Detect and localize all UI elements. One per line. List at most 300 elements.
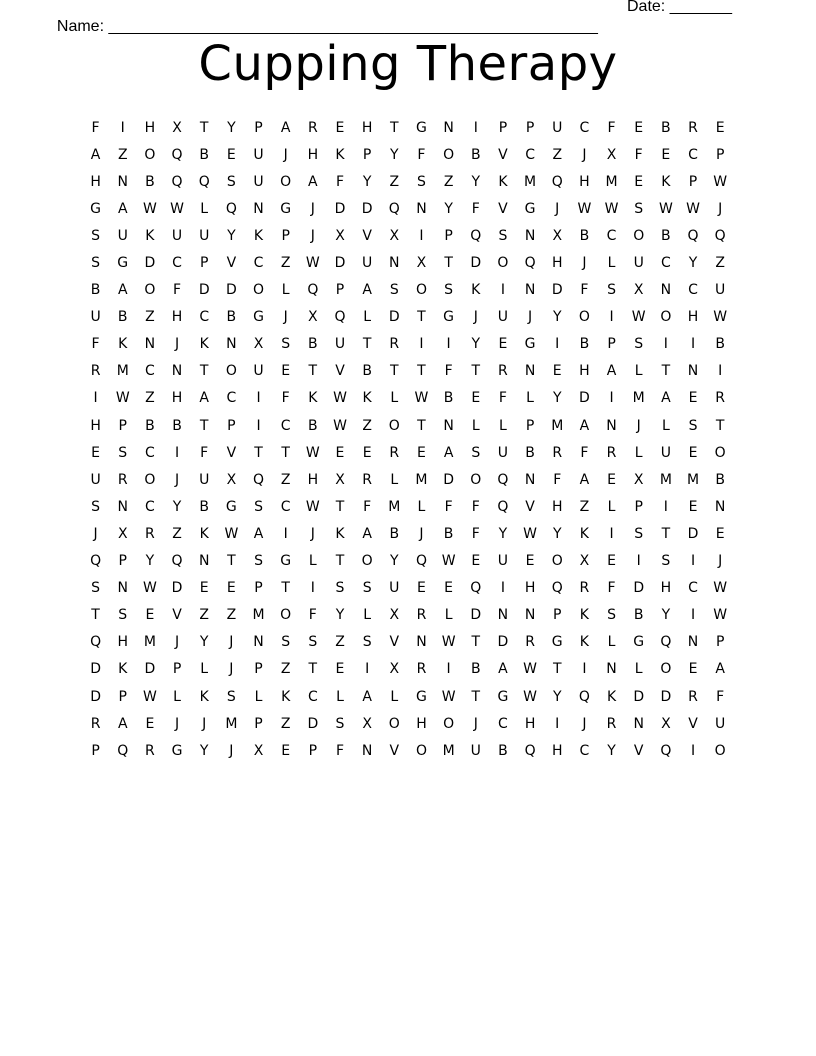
- grid-letter: G: [416, 119, 427, 136]
- grid-letter: V: [335, 363, 345, 380]
- grid-letter: E: [498, 336, 508, 353]
- grid-letter: U: [389, 580, 400, 597]
- grid-letter: U: [199, 471, 210, 488]
- grid-letter: A: [661, 390, 671, 407]
- grid-row: [82, 493, 734, 520]
- grid-letter: E: [281, 363, 291, 380]
- grid-letter: O: [497, 255, 509, 272]
- grid-letter: D: [307, 715, 319, 732]
- grid-letter: P: [715, 634, 725, 651]
- grid-letter: Q: [90, 553, 102, 570]
- grid-row: [82, 358, 734, 385]
- grid-letter: P: [172, 661, 182, 678]
- grid-letter: P: [118, 688, 127, 705]
- grid-letter: W: [523, 525, 537, 542]
- grid-letter: Y: [199, 634, 209, 651]
- grid-letter: G: [117, 255, 129, 272]
- grid-letter: N: [687, 363, 699, 380]
- grid-letter: W: [224, 525, 239, 542]
- grid-letter: U: [253, 363, 264, 380]
- grid-letter: L: [526, 390, 534, 407]
- grid-letter: V: [498, 200, 508, 217]
- grid-letter: E: [199, 580, 209, 597]
- grid-letter: Y: [498, 525, 508, 542]
- grid-letter: N: [524, 363, 536, 380]
- grid-letter: Z: [579, 498, 590, 515]
- grid-letter: S: [362, 580, 372, 597]
- grid-letter: N: [606, 417, 617, 434]
- grid-letter: P: [227, 417, 236, 434]
- grid-letter: L: [281, 282, 290, 299]
- grid-letter: J: [310, 227, 315, 244]
- grid-letter: E: [226, 146, 236, 163]
- grid-letter: Q: [524, 255, 536, 272]
- grid-letter: Q: [90, 634, 102, 651]
- grid-letter: B: [145, 173, 155, 190]
- grid-letter: L: [390, 688, 399, 705]
- grid-letter: Y: [471, 336, 481, 353]
- grid-letter: A: [606, 363, 617, 380]
- grid-letter: K: [498, 173, 508, 190]
- grid-letter: H: [416, 715, 427, 732]
- grid-letter: O: [633, 227, 645, 244]
- grid-letter: R: [389, 444, 400, 461]
- grid-letter: O: [551, 553, 563, 570]
- grid-letter: O: [660, 309, 672, 326]
- grid-letter: D: [334, 255, 346, 272]
- grid-letter: Y: [227, 227, 236, 244]
- grid-letter: T: [552, 661, 562, 678]
- grid-letter: M: [143, 634, 156, 651]
- grid-letter: R: [715, 390, 726, 407]
- grid-letter: Y: [471, 173, 481, 190]
- grid-letter: S: [471, 444, 481, 461]
- grid-letter: S: [118, 444, 128, 461]
- grid-letter: T: [661, 525, 671, 542]
- grid-letter: C: [579, 742, 590, 759]
- grid-letter: Z: [145, 390, 155, 407]
- grid-letter: Y: [552, 309, 562, 326]
- grid-letter: Y: [390, 146, 399, 163]
- grid-letter: T: [471, 363, 481, 380]
- grid-letter: R: [606, 715, 617, 732]
- grid-letter: G: [633, 634, 645, 651]
- grid-letter: V: [389, 634, 400, 651]
- grid-letter: X: [362, 715, 372, 732]
- grid-letter: D: [144, 661, 156, 678]
- grid-letter: O: [443, 146, 455, 163]
- grid-letter: P: [281, 227, 290, 244]
- grid-letter: F: [444, 498, 453, 515]
- grid-letter: W: [142, 580, 157, 597]
- grid-letter: A: [90, 146, 101, 163]
- grid-letter: P: [362, 146, 372, 163]
- grid-letter: Q: [660, 742, 672, 759]
- grid-letter: U: [334, 336, 346, 353]
- grid-letter: W: [142, 688, 157, 705]
- grid-letter: L: [607, 634, 616, 651]
- grid-letter: A: [715, 661, 725, 678]
- grid-letter: V: [525, 498, 535, 515]
- page-title: Cupping Therapy: [198, 36, 618, 92]
- grid-letter: C: [172, 255, 182, 272]
- grid-letter: I: [663, 336, 668, 353]
- grid-letter: N: [253, 200, 264, 217]
- grid-letter: L: [363, 309, 372, 326]
- grid-letter: R: [416, 661, 427, 678]
- grid-letter: L: [499, 417, 507, 434]
- grid-letter: U: [199, 227, 210, 244]
- grid-letter: S: [308, 634, 318, 651]
- grid-letter: Y: [552, 390, 562, 407]
- grid-letter: W: [115, 390, 130, 407]
- grid-letter: P: [118, 417, 127, 434]
- grid-letter: U: [715, 715, 726, 732]
- grid-letter: E: [634, 173, 644, 190]
- grid-letter: I: [120, 119, 125, 136]
- grid-letter: J: [174, 634, 180, 651]
- grid-letter: E: [552, 363, 562, 380]
- grid-letter: M: [686, 471, 700, 488]
- name-field-label: Name: _______________________________________________________: [56, 18, 598, 35]
- grid-letter: P: [688, 173, 698, 190]
- grid-letter: N: [389, 255, 400, 272]
- grid-letter: O: [144, 146, 156, 163]
- grid-letter: I: [419, 227, 424, 244]
- grid-letter: H: [551, 742, 563, 759]
- grid-letter: V: [362, 227, 372, 244]
- grid-letter: F: [716, 688, 725, 705]
- grid-letter: U: [552, 119, 563, 136]
- grid-letter: Q: [551, 580, 563, 597]
- grid-letter: E: [444, 580, 454, 597]
- grid-letter: D: [171, 580, 183, 597]
- grid-letter: L: [200, 661, 209, 678]
- grid-letter: J: [174, 336, 180, 353]
- grid-letter: F: [553, 471, 562, 488]
- grid-letter: R: [688, 119, 698, 136]
- grid-letter: E: [335, 444, 345, 461]
- grid-letter: W: [523, 661, 537, 678]
- grid-letter: P: [444, 227, 453, 244]
- grid-letter: E: [715, 525, 725, 542]
- grid-letter: Z: [199, 607, 209, 624]
- grid-letter: D: [633, 580, 645, 597]
- grid-letter: B: [579, 227, 590, 244]
- grid-letter: D: [551, 282, 563, 299]
- grid-letter: E: [335, 119, 345, 136]
- grid-letter: U: [253, 173, 264, 190]
- grid-letter: Q: [198, 173, 210, 190]
- grid-letter: N: [660, 282, 672, 299]
- grid-row: [82, 141, 734, 168]
- grid-letter: B: [362, 363, 372, 380]
- grid-letter: I: [609, 525, 614, 542]
- grid-letter: D: [497, 634, 509, 651]
- grid-letter: U: [497, 444, 509, 461]
- grid-letter: O: [388, 417, 400, 434]
- grid-letter: B: [498, 742, 508, 759]
- grid-letter: N: [524, 607, 536, 624]
- grid-letter: D: [90, 661, 101, 678]
- grid-letter: J: [174, 471, 180, 488]
- grid-letter: C: [145, 363, 155, 380]
- grid-letter: N: [416, 200, 427, 217]
- grid-letter: D: [225, 282, 237, 299]
- grid-letter: G: [443, 309, 455, 326]
- grid-letter: D: [470, 607, 482, 624]
- grid-letter: C: [688, 146, 698, 163]
- grid-letter: A: [362, 282, 372, 299]
- grid-letter: T: [390, 363, 399, 380]
- grid-letter: Q: [687, 227, 699, 244]
- grid-letter: B: [715, 336, 725, 353]
- grid-letter: R: [145, 525, 155, 542]
- grid-letter: B: [308, 417, 318, 434]
- grid-letter: Z: [226, 607, 237, 624]
- grid-letter: I: [636, 553, 641, 570]
- grid-letter: Q: [117, 742, 129, 759]
- grid-letter: P: [308, 742, 318, 759]
- grid-letter: Q: [578, 688, 590, 705]
- grid-letter: N: [253, 634, 264, 651]
- grid-letter: E: [471, 390, 481, 407]
- grid-letter: Y: [552, 688, 562, 705]
- grid-letter: C: [688, 580, 698, 597]
- grid-letter: W: [305, 444, 320, 461]
- grid-letter: H: [660, 580, 672, 597]
- grid-letter: C: [280, 417, 291, 434]
- grid-letter: K: [335, 146, 345, 163]
- grid-letter: W: [713, 607, 728, 624]
- grid-letter: X: [633, 282, 644, 299]
- grid-letter: F: [607, 580, 616, 597]
- grid-letter: N: [171, 363, 183, 380]
- grid-letter: L: [417, 498, 426, 515]
- grid-letter: Z: [280, 471, 291, 488]
- grid-letter: L: [200, 200, 209, 217]
- grid-letter: A: [579, 417, 590, 434]
- grid-letter: I: [446, 336, 451, 353]
- grid-letter: H: [117, 634, 128, 651]
- grid-letter: S: [254, 498, 263, 515]
- grid-letter: W: [713, 309, 728, 326]
- grid-letter: F: [471, 498, 480, 515]
- grid-letter: F: [363, 498, 372, 515]
- grid-letter: K: [281, 688, 291, 705]
- grid-row: [82, 412, 734, 439]
- grid-letter: L: [471, 417, 480, 434]
- grid-letter: I: [690, 553, 696, 570]
- date-field-label: Date: _______: [627, 0, 732, 15]
- grid-row: [82, 222, 734, 249]
- grid-letter: Z: [280, 255, 291, 272]
- grid-letter: W: [577, 200, 592, 217]
- grid-letter: E: [91, 444, 100, 461]
- grid-letter: Q: [497, 471, 509, 488]
- grid-letter: Q: [171, 146, 183, 163]
- grid-letter: O: [225, 363, 237, 380]
- grid-letter: I: [500, 580, 505, 597]
- grid-letter: P: [715, 146, 725, 163]
- grid-letter: T: [199, 119, 209, 136]
- grid-letter: F: [471, 200, 480, 217]
- grid-letter: S: [634, 525, 644, 542]
- grid-letter: S: [688, 417, 698, 434]
- grid-letter: X: [416, 255, 427, 272]
- grid-letter: E: [145, 607, 155, 624]
- grid-letter: U: [715, 282, 726, 299]
- grid-letter: K: [118, 336, 128, 353]
- grid-letter: X: [552, 227, 563, 244]
- grid-letter: G: [253, 309, 264, 326]
- grid-letter: Q: [171, 173, 183, 190]
- grid-letter: W: [142, 200, 157, 217]
- grid-letter: O: [415, 742, 427, 759]
- grid-letter: L: [390, 471, 399, 488]
- grid-letter: X: [389, 227, 400, 244]
- grid-letter: Y: [444, 200, 453, 217]
- grid-letter: H: [307, 146, 319, 163]
- grid-letter: K: [606, 688, 617, 705]
- grid-letter: I: [473, 119, 478, 136]
- grid-letter: N: [361, 742, 373, 759]
- grid-letter: B: [199, 498, 209, 515]
- grid-letter: Z: [552, 146, 563, 163]
- grid-letter: S: [118, 607, 128, 624]
- grid-letter: X: [579, 553, 590, 570]
- grid-row: [82, 385, 734, 412]
- grid-letter: N: [687, 634, 699, 651]
- grid-letter: Y: [607, 742, 616, 759]
- grid-letter: A: [117, 715, 128, 732]
- grid-letter: J: [283, 146, 288, 163]
- grid-letter: O: [714, 742, 726, 759]
- grid-letter: Y: [390, 553, 399, 570]
- grid-letter: M: [415, 471, 428, 488]
- grid-letter: N: [443, 417, 454, 434]
- grid-letter: K: [199, 525, 209, 542]
- grid-letter: T: [390, 119, 399, 136]
- grid-letter: L: [634, 444, 643, 461]
- grid-letter: F: [634, 146, 643, 163]
- grid-row: [82, 304, 734, 331]
- grid-letter: R: [389, 336, 400, 353]
- grid-letter: K: [579, 607, 589, 624]
- grid-letter: T: [417, 309, 426, 326]
- grid-letter: B: [661, 119, 671, 136]
- grid-letter: E: [281, 742, 291, 759]
- grid-letter: M: [116, 363, 129, 380]
- grid-letter: N: [497, 607, 509, 624]
- grid-letter: C: [688, 282, 698, 299]
- grid-letter: Z: [443, 173, 454, 190]
- grid-letter: Z: [280, 661, 291, 678]
- grid-letter: S: [91, 255, 101, 272]
- grid-letter: T: [715, 417, 725, 434]
- grid-letter: D: [334, 200, 346, 217]
- grid-letter: W: [305, 255, 320, 272]
- grid-letter: S: [634, 200, 644, 217]
- grid-letter: N: [714, 498, 726, 515]
- grid-letter: D: [470, 255, 482, 272]
- grid-letter: H: [524, 580, 536, 597]
- grid-letter: K: [362, 390, 372, 407]
- grid-letter: S: [335, 715, 345, 732]
- grid-letter: S: [335, 580, 345, 597]
- grid-letter: F: [200, 444, 209, 461]
- grid-letter: Q: [307, 282, 319, 299]
- grid-letter: P: [335, 282, 345, 299]
- grid-letter: Y: [335, 607, 345, 624]
- grid-letter: X: [172, 119, 182, 136]
- grid-letter: E: [688, 498, 698, 515]
- grid-letter: V: [389, 742, 400, 759]
- grid-letter: S: [661, 553, 671, 570]
- grid-row: [82, 548, 734, 575]
- grid-letter: F: [444, 363, 453, 380]
- grid-letter: C: [145, 498, 155, 515]
- grid-letter: Q: [551, 173, 563, 190]
- grid-letter: K: [118, 661, 128, 678]
- grid-letter: F: [91, 119, 100, 136]
- grid-letter: W: [631, 309, 646, 326]
- grid-letter: K: [199, 336, 209, 353]
- grid-letter: E: [362, 444, 372, 461]
- grid-letter: M: [551, 417, 564, 434]
- grid-letter: O: [660, 661, 672, 678]
- grid-letter: S: [498, 227, 508, 244]
- grid-letter: R: [552, 444, 563, 461]
- grid-letter: Q: [225, 200, 237, 217]
- grid-letter: S: [226, 173, 236, 190]
- grid-letter: T: [199, 417, 209, 434]
- grid-letter: N: [606, 661, 617, 678]
- grid-letter: R: [416, 607, 427, 624]
- grid-letter: F: [498, 390, 507, 407]
- grid-letter: K: [308, 390, 318, 407]
- grid-letter: U: [633, 255, 644, 272]
- grid-letter: B: [633, 607, 644, 624]
- grid-letter: B: [470, 661, 481, 678]
- grid-letter: J: [636, 417, 641, 434]
- grid-letter: A: [362, 688, 372, 705]
- grid-letter: P: [525, 119, 535, 136]
- grid-letter: S: [362, 634, 372, 651]
- grid-letter: W: [333, 417, 347, 434]
- grid-letter: R: [525, 634, 535, 651]
- grid-letter: O: [470, 471, 482, 488]
- grid-letter: E: [688, 661, 698, 678]
- grid-letter: N: [524, 471, 536, 488]
- grid-letter: U: [497, 553, 509, 570]
- grid-letter: T: [308, 661, 318, 678]
- grid-letter: S: [607, 282, 616, 299]
- grid-letter: E: [145, 715, 155, 732]
- grid-letter: L: [607, 498, 616, 515]
- grid-letter: W: [333, 390, 347, 407]
- grid-letter: U: [660, 444, 671, 461]
- grid-letter: Q: [660, 634, 672, 651]
- grid-letter: I: [93, 390, 98, 407]
- grid-letter: K: [579, 634, 589, 651]
- word-search-grid: [82, 114, 734, 764]
- grid-row: [82, 331, 734, 358]
- grid-letter: I: [718, 363, 723, 380]
- grid-letter: C: [307, 688, 318, 705]
- grid-letter: Y: [199, 742, 209, 759]
- grid-letter: L: [661, 417, 670, 434]
